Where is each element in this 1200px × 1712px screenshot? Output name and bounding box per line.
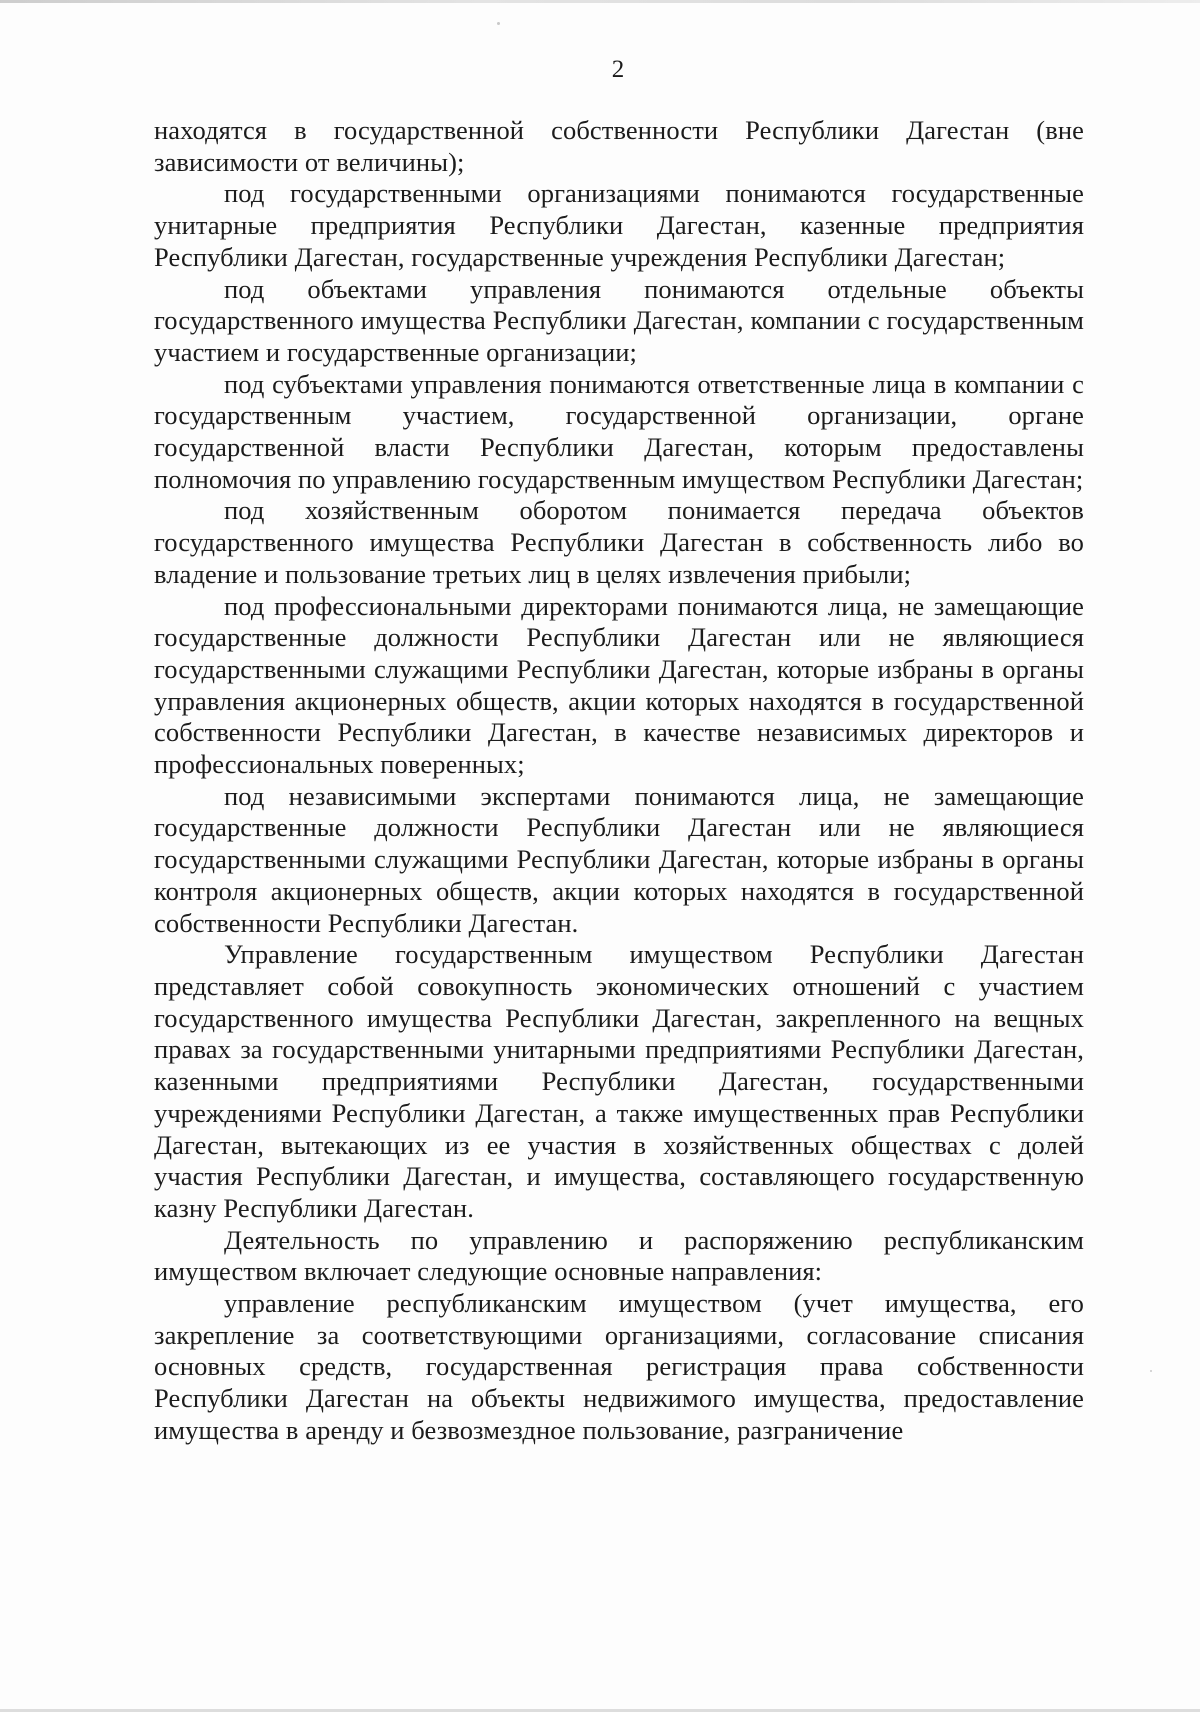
paragraph: Управление государственным имуществом Республики Дагестан представляет собой совокупность экономических отношений с участием государственного имущества Республики Дагестан, закрепленного на вещных правах за государственными унитарными предприятиями Республики Дагестан, казенными предприятиями Республики Дагестан, государственными учреждениями Республики Дагестан, а также имущественных прав Республики Дагестан, вытекающих из ее участия в хозяйственных обществах с долей участия Республики Дагестан, и имущества, составляющего государственную казну Республики Дагестан.: [154, 939, 1084, 1223]
paragraph: под хозяйственным оборотом понимается передача объектов государственного имущества Республики Дагестан в собственность либо во владение и пользование третьих лиц в целях извлечения прибыли;: [154, 495, 1084, 589]
paragraph: управление республиканским имуществом (учет имущества, его закрепление за соответствующими организациями, согласование списания основных средств, государственная регистрация права собственности Республики Дагестан на объекты недвижимого имущества, предоставление имущества в аренду и безвозмездное пользование, разграничение: [154, 1288, 1084, 1445]
document-body: [154, 115, 1084, 1447]
paragraph: под объектами управления понимаются отдельные объекты государственного имущества Республики Дагестан, компании с государственным участием и государственные организации;: [154, 273, 1084, 367]
scan-speck: [1150, 1370, 1152, 1372]
page-number: 2: [611, 56, 625, 83]
scan-edge-top: [0, 0, 1200, 3]
paragraph: под субъектами управления понимаются ответственные лица в компании с государственным участием, государственной организации, органе государственной власти Республики Дагестан, которым предоставлены полномочия по управлению государственным имуществом Республики Дагестан;: [154, 368, 1084, 494]
paragraph: под профессиональными директорами понимаются лица, не замещающие государственные должности Республики Дагестан или не являющиеся государственными служащими Республики Дагестан, которые избраны в органы управления акционерных обществ, акции которых находятся в государственной собственности Республики Дагестан, в качестве независимых директоров и профессиональных поверенных;: [154, 590, 1084, 780]
paragraph: Деятельность по управлению и распоряжению республиканским имуществом включает следующие основные направления:: [154, 1224, 1084, 1287]
scan-speck: [497, 22, 500, 25]
paragraph: под независимыми экспертами понимаются лица, не замещающие государственные должности Республики Дагестан или не являющиеся государственными служащими Республики Дагестан, которые избраны в органы контроля акционерных обществ, акции которых находятся в государственной собственности Республики Дагестан.: [154, 780, 1084, 938]
paragraph: под государственными организациями понимаются государственные унитарные предприятия Республики Дагестан, казенные предприятия Республики Дагестан, государственные учреждения Республики Дагестан;: [154, 178, 1084, 272]
paragraph: находятся в государственной собственности Республики Дагестан (вне зависимости от величины);: [154, 115, 1084, 177]
